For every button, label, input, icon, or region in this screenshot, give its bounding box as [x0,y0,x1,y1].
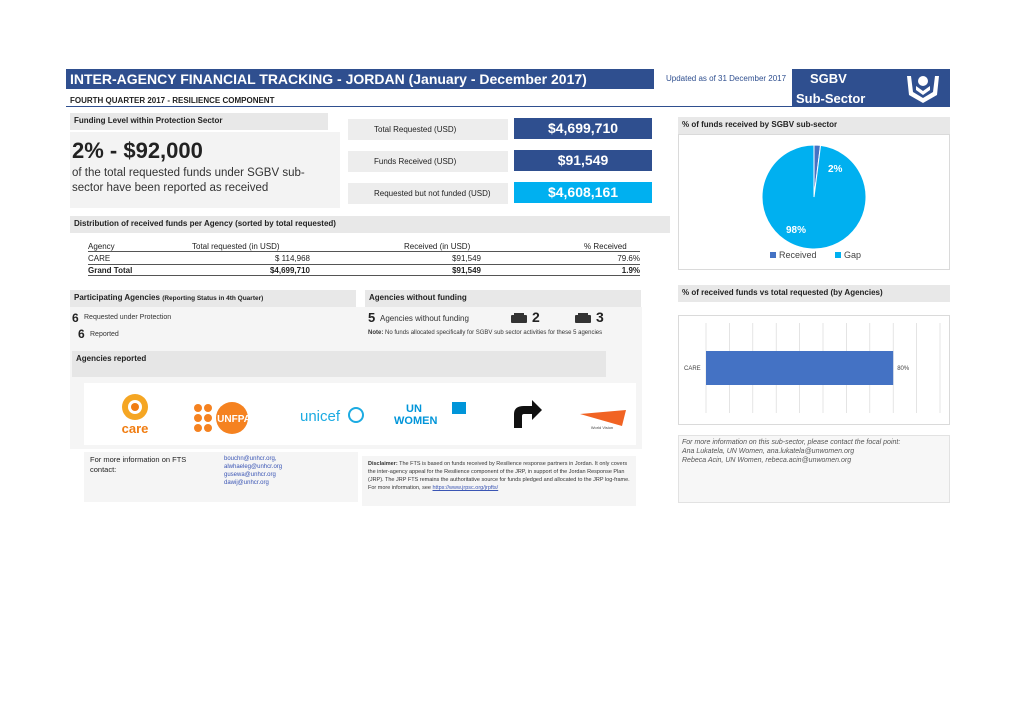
un-agency-count: 2 [532,309,540,325]
page-title: INTER-AGENCY FINANCIAL TRACKING - JORDAN (January - December 2017) [70,71,587,87]
no-funding-note [368,329,620,343]
svg-text:care: care [121,421,149,436]
svg-text:UN: UN [406,403,422,415]
table-row-agency: CARE [88,254,111,263]
focal-contact-1: Ana Lukatela, UN Women, ana.lukatela@unwomen.org [682,448,855,455]
protection-hands-icon [904,72,942,104]
col-pct-received: % Received [584,242,627,251]
participating-heading [70,290,356,307]
disclaimer-link[interactable]: https://www.jrpsc.org/jrpfts/ [432,485,499,491]
un-agency-icon [510,312,528,324]
updated-date: Updated as of 31 December 2017 [666,74,787,83]
no-funding-heading: Agencies without funding [365,290,641,307]
reported-label: Reported [90,331,119,338]
not-funded-value: $4,608,161 [514,182,652,203]
unfpa-logo [192,400,258,436]
col-total-requested: Total requested (in USD) [192,242,280,251]
contact-email-2[interactable]: alwhaeleg@unhcr.org [224,464,283,470]
unicef-logo [298,404,364,428]
legend-gap-swatch [835,252,841,258]
contact-email-3[interactable]: gusewa@unhcr.org [224,472,276,478]
ngo-count: 3 [596,309,604,325]
pie-label-received: 2% [828,164,843,175]
table-row-pct: 79.6% [617,254,640,263]
bar-data-label: 80% [897,366,910,372]
sector-type: Sub-Sector [796,91,866,106]
pie-slice-gap [762,145,866,249]
table-row-received: $91,549 [452,254,481,263]
contact-email-4[interactable]: dawij@unhcr.org [224,480,269,486]
funding-level-text-1: of the total requested funds under SGBV sub- [72,167,305,179]
legend-received-swatch [770,252,776,258]
funding-level-heading: Funding Level within Protection Sector [70,113,328,130]
table-total-received: $91,549 [452,266,481,275]
funding-level-value: 2% - $92,000 [72,138,203,163]
not-funded-label: Requested but not funded (USD) [348,183,508,204]
svg-text:World Vision: World Vision [590,425,614,430]
focal-contact-2: Rebeca Acin, UN Women, rebeca.acin@unwomen.org [682,457,852,464]
table-total-label: Grand Total [88,266,133,275]
bar-care [706,351,893,385]
fts-contact-label: For more information on FTS contact: [90,455,187,474]
table-header-rule [88,251,640,252]
table-total-requested: $4,699,710 [269,266,310,275]
disclaimer-text: The FTS is based on funds received by Resilience response partners in Jordan. It only covers the inter-agency appeal for the Resilience component of the JRP, in support of the Jordan Response Plan (JRP). The JRP FTS remains the authoritative source for funds pledged and allocated to the JRP log-frame. For more information, see [368,461,630,491]
bar-chart [678,315,950,425]
legend-gap-label: Gap [844,250,862,260]
fts-contact-emails [224,455,282,487]
svg-text:UNFPA: UNFPA [217,414,251,425]
arrow-org-logo [508,398,544,434]
table-total-rule [88,264,640,265]
care-logo [110,392,160,436]
distribution-heading: Distribution of received funds per Agency (sorted by total requested) [70,216,670,233]
table-row-requested: $ 114,968 [275,254,310,263]
agencies-reported-heading: Agencies reported [72,351,606,377]
sector-name: SGBV [810,71,847,86]
pie-chart [678,134,950,270]
table-bottom-rule [88,275,640,276]
requested-label: Requested under Protection [84,314,172,321]
funding-level-text-2: sector have been reported as received [72,182,269,194]
no-funding-note-label: Note: [368,330,384,336]
participating-heading-note: (Reporting Status in 4th Quarter) [162,295,264,302]
total-requested-value: $4,699,710 [514,118,652,139]
requested-count: 6 [72,311,79,325]
legend-received-label: Received [779,250,817,260]
disclaimer-label: Disclaimer: [368,461,398,467]
focal-point-text [682,438,948,465]
col-agency: Agency [88,242,115,251]
no-funding-label: Agencies without funding [380,314,469,323]
focal-intro: For more information on this sub-sector, please contact the focal point: [682,439,901,446]
bar-category-label: CARE [684,366,701,372]
table-total-pct: 1.9% [621,266,640,275]
svg-text:WOMEN: WOMEN [394,415,438,427]
header-divider [66,106,792,107]
col-received: Received (in USD) [404,242,471,251]
bar-chart-title: % of received funds vs total requested (by Agencies) [678,285,950,302]
disclaimer [368,460,630,492]
total-requested-label: Total Requested (USD) [348,119,508,140]
pie-chart-title: % of funds received by SGBV sub-sector [678,117,950,134]
svg-text:unicef: unicef [300,408,341,425]
no-funding-note-text: No funds allocated specifically for SGBV sub sector activities for these 5 agencies [385,330,603,336]
no-funding-count: 5 [368,310,376,325]
unwomen-logo [392,400,472,432]
participating-heading-text: Participating Agencies [74,293,160,302]
funds-received-value: $91,549 [514,150,652,171]
page-subtitle: FOURTH QUARTER 2017 - RESILIENCE COMPONENT [70,96,275,105]
reported-count: 6 [78,327,85,341]
pie-label-gap: 98% [786,225,807,236]
ngo-icon [574,312,592,324]
world-vision-logo [578,408,628,430]
funds-received-label: Funds Received (USD) [348,151,508,172]
contact-email-1[interactable]: bouchn@unhcr.org, [224,456,277,462]
